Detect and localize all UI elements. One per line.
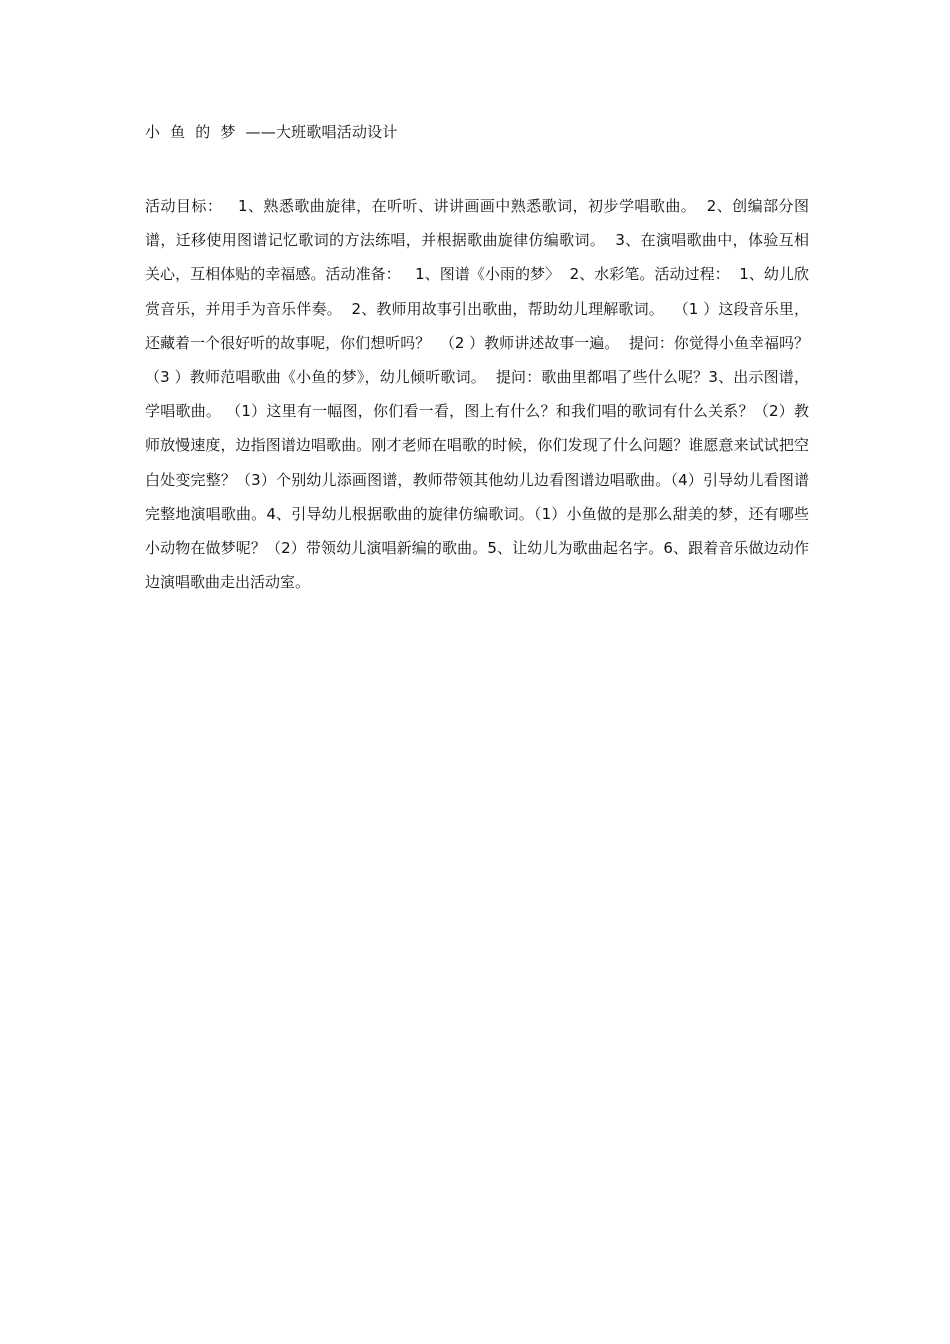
document-body: 活动目标： 1、熟悉歌曲旋律，在听听、讲讲画画中熟悉歌词，初步学唱歌曲。 2、创编部分图谱，迁移使用图谱记忆歌词的方法练唱，并根据歌曲旋律仿编歌词。 3、在演唱歌曲中，体验互相关心，互相体贴的幸福感。活动准备： 1、图谱《小雨的梦〉 2、水彩笔。活动过程： 1、幼儿欣赏音乐，并用手为音乐伴奏。 2、教师用故事引出歌曲，帮助幼儿理解歌词。 （1 ）这段音乐里，还藏着一个很好听的故事呢，你们想听吗？ （2 ）教师讲述故事一遍。 提问：你觉得小鱼幸福吗？（3 ）教师范唱歌曲《小鱼的梦》，幼儿倾听歌词。 提问：歌曲里都唱了些什么呢？3、出示图谱，学唱歌曲。 （1）这里有一幅图，你们看一看，图上有什么？和我们唱的歌词有什么关系？（2）教师放慢速度，边指图谱边唱歌曲。刚才老师在唱歌的时候，你们发现了什么问题？谁愿意来试试把空白处变完整？（3）个别幼儿添画图谱，教师带领其他幼儿边看图谱边唱歌曲。（4）引导幼儿看图谱完整地演唱歌曲。4、引导幼儿根据歌曲的旋律仿编歌词。（1）小鱼做的是那么甜美的梦，还有哪些小动物在做梦呢？（2）带领幼儿演唱新编的歌曲。5、让幼儿为歌曲起名字。6、跟着音乐做边动作边演唱歌曲走出活动室。: [145, 197, 809, 592]
document-title: 小 鱼 的 梦 ——大班歌唱活动设计: [145, 123, 398, 141]
